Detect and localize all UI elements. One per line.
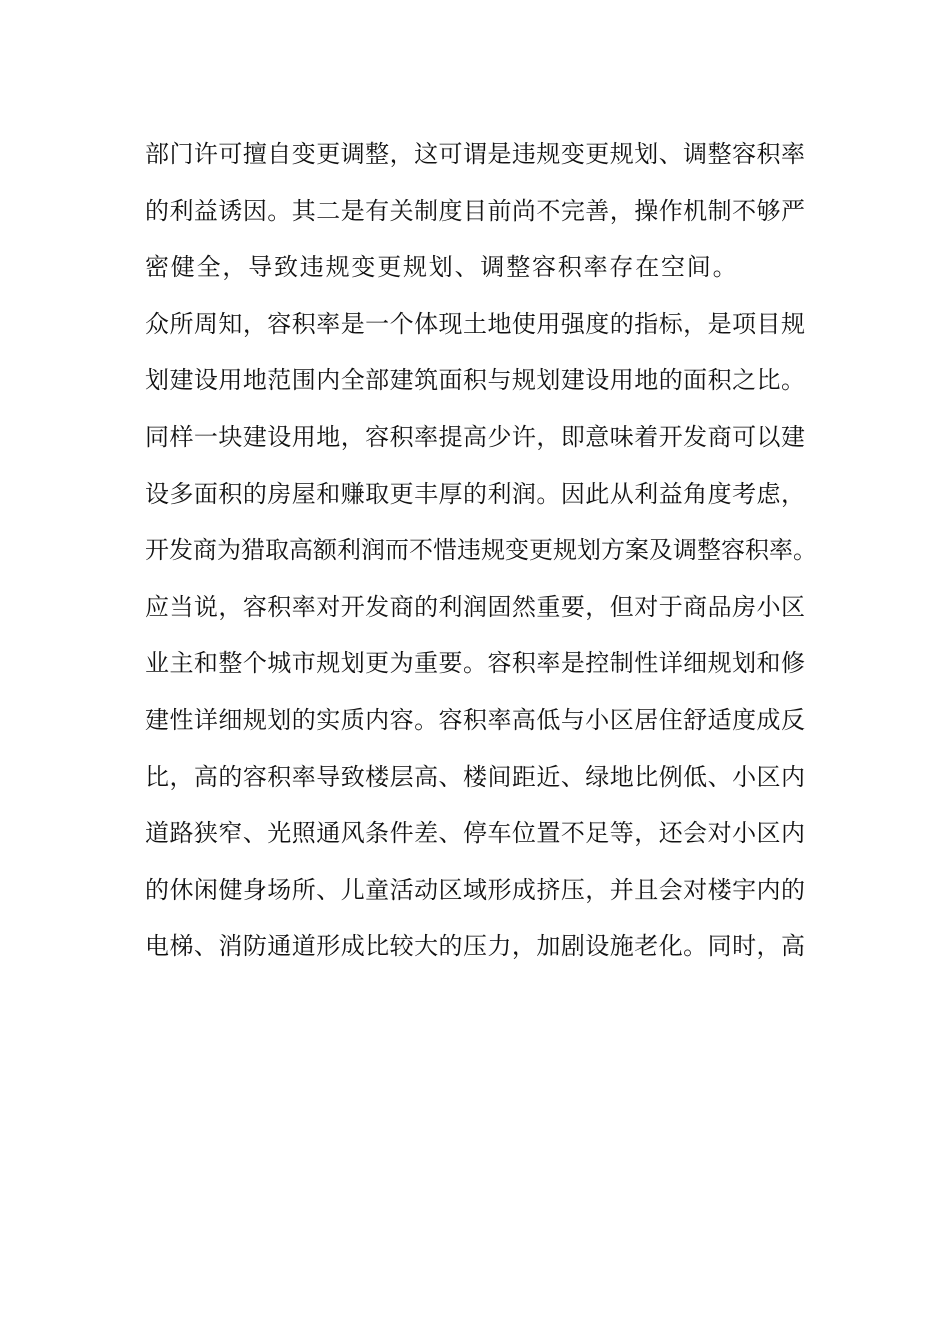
text-line: 应当说，容积率对开发商的利润固然重要，但对于商品房小区 <box>145 592 805 621</box>
text-line: 的利益诱因。其二是有关制度目前尚不完善，操作机制不够严 <box>145 196 805 225</box>
text-line: 划建设用地范围内全部建筑面积与规划建设用地的面积之比。 <box>145 366 805 395</box>
text-line: 建性详细规划的实质内容。容积率高低与小区居住舒适度成反 <box>145 705 805 734</box>
text-line: 密健全，导致违规变更规划、调整容积率存在空间。 <box>145 253 739 282</box>
text-line: 业主和整个城市规划更为重要。容积率是控制性详细规划和修 <box>145 649 805 678</box>
text-line: 部门许可擅自变更调整，这可谓是违规变更规划、调整容积率 <box>145 140 805 168</box>
body-text <box>145 126 817 975</box>
text-line: 设多面积的房屋和赚取更丰厚的利润。因此从利益角度考虑， <box>145 479 805 508</box>
text-line: 的休闲健身场所、儿童活动区域形成挤压，并且会对楼宇内的 <box>145 875 805 904</box>
text-line: 众所周知，容积率是一个体现土地使用强度的指标，是项目规 <box>145 309 805 338</box>
text-line: 电梯、消防通道形成比较大的压力，加剧设施老化。同时，高 <box>145 932 805 961</box>
text-line: 道路狭窄、光照通风条件差、停车位置不足等，还会对小区内 <box>145 819 805 848</box>
text-line: 开发商为猎取高额利润而不惜违规变更规划方案及调整容积率。 <box>145 536 817 565</box>
text-line: 同样一块建设用地，容积率提高少许，即意味着开发商可以建 <box>145 422 805 451</box>
text-line: 比，高的容积率导致楼层高、楼间距近、绿地比例低、小区内 <box>145 762 805 791</box>
